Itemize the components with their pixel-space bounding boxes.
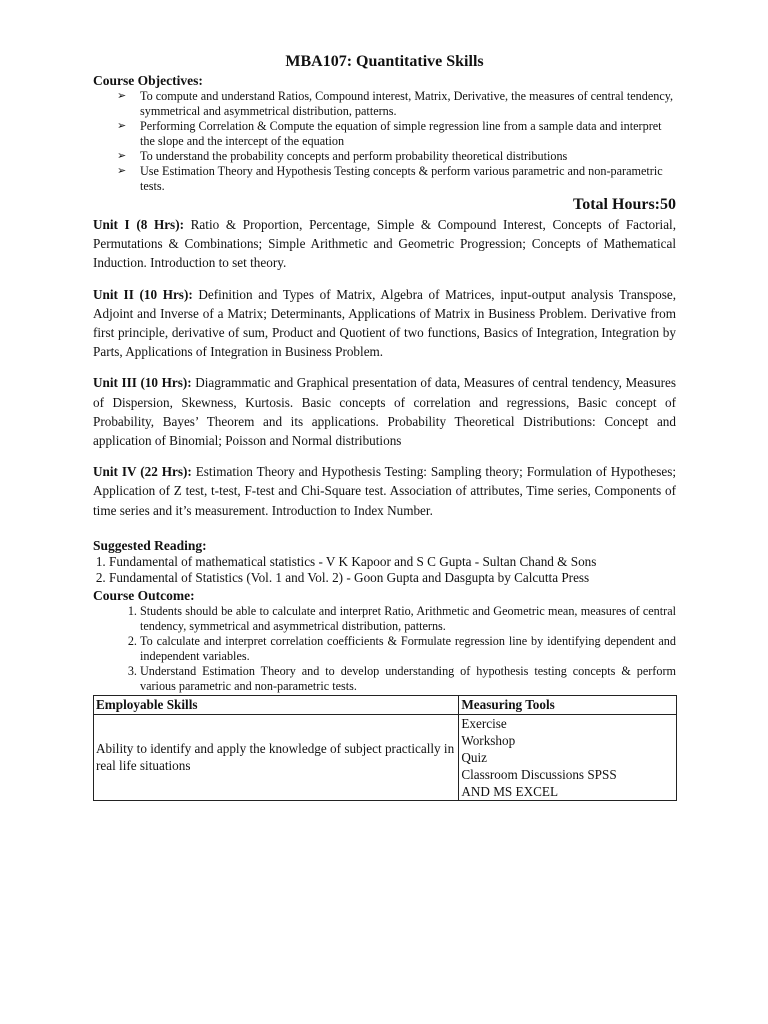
outcome-item: 1. Students should be able to calculate and interpret Ratio, Arithmetic and Geometric mean, measures of central tendency, symmetrical and asymmetrical distribution, patterns. — [140, 604, 676, 634]
unit-paragraph — [93, 462, 676, 520]
objective-text: Use Estimation Theory and Hypothesis Testing concepts & perform various parametric and non-parametric tests. — [140, 164, 663, 193]
tools-cell — [459, 714, 677, 800]
unit-title: Unit II (10 Hrs): — [93, 286, 193, 302]
course-objectives-heading: Course Objectives: — [93, 73, 203, 88]
objective-item — [117, 119, 676, 149]
skill-cell: Ability to identify and apply the knowledge of subject practically in real life situations — [94, 714, 459, 800]
suggested-reading-list — [93, 554, 676, 587]
table-row — [94, 714, 677, 800]
objective-text: Performing Correlation & Compute the equation of simple regression line from a sample data and interpret the slope and the intercept of the equation — [140, 119, 662, 148]
objective-item — [117, 89, 676, 119]
unit-paragraph — [93, 285, 676, 362]
tool-item: Classroom Discussions SPSS — [461, 766, 617, 782]
tool-item: Quiz — [461, 749, 487, 765]
outcome-item: 2. To calculate and interpret correlation coefficients & Formulate regression line by identifying dependent and independent variables. — [140, 634, 676, 664]
unit-text: Ratio & Proportion, Percentage, Simple & Compound Interest, Concepts of Factorial, Permutations & Combinations; Simple Arithmetic and Geometric Progression; Concepts of Mathematical Induction. Introduction to set theory. — [93, 217, 677, 271]
tool-item: Exercise — [461, 715, 507, 731]
objective-item — [117, 149, 676, 164]
page-title: MBA107: Quantitative Skills — [285, 53, 484, 70]
course-outcome-list — [93, 604, 676, 694]
unit-text: Diagrammatic and Graphical presentation of data, Measures of central tendency, Measures of Dispersion, Skewness, Kurtosis. Basic concepts of correlation and regressions, Basic concept of Probability, Bayes’ Theorem and its applications. Probability Theoretical Distributions: Concept and application of Binomial; Poisson and Normal distributions — [93, 375, 677, 449]
measuring-tools-header: Measuring Tools — [459, 695, 677, 714]
table-header-row — [94, 695, 677, 714]
unit-title: Unit IV (22 Hrs): — [93, 464, 192, 480]
arrow-bullet-icon: ➢ — [117, 120, 127, 132]
unit-text: Estimation Theory and Hypothesis Testing: Sampling theory; Formulation of Hypotheses; Application of Z test, t-test, F-test and Chi-Square test. Association of attributes, Time series, Components of time series and it’s measurement. Introduction to Index Number. — [93, 464, 676, 518]
skills-table — [93, 695, 677, 801]
suggested-reading-heading: Suggested Reading: — [93, 537, 207, 553]
course-objectives-list — [93, 89, 676, 194]
arrow-bullet-icon: ➢ — [117, 90, 127, 102]
unit-title: Unit III (10 Hrs): — [93, 375, 192, 391]
unit-paragraph — [93, 215, 676, 273]
employable-skills-header: Employable Skills — [94, 695, 459, 714]
reading-item: 1. Fundamental of mathematical statistics - V K Kapoor and S C Gupta - Sultan Chand & Sons — [109, 554, 676, 571]
total-hours: Total Hours:50 — [573, 196, 676, 213]
unit-paragraph — [93, 373, 676, 450]
objective-text: To compute and understand Ratios, Compound interest, Matrix, Derivative, the measures of central tendency, symmetrical and asymmetrical distribution, patterns. — [140, 89, 674, 118]
arrow-bullet-icon: ➢ — [117, 165, 127, 177]
outcome-item: 3. Understand Estimation Theory and to develop understanding of hypothesis testing concepts & perform various parametric and non-parametric tests. — [140, 664, 676, 694]
objective-item — [117, 164, 676, 194]
course-outcome-heading: Course Outcome: — [93, 587, 195, 603]
arrow-bullet-icon: ➢ — [117, 150, 127, 162]
objective-text: To understand the probability concepts and perform probability theoretical distributions — [140, 149, 568, 163]
reading-item: 2. Fundamental of Statistics (Vol. 1 and Vol. 2) - Goon Gupta and Dasgupta by Calcutta Press — [109, 570, 676, 587]
unit-title: Unit I (8 Hrs): — [93, 217, 184, 232]
tool-item: Workshop — [461, 732, 516, 748]
unit-text: Definition and Types of Matrix, Algebra of Matrices, input-output analysis Transpose, Adjoint and Inverse of a Matrix; Determinants, Applications of Matrix in Business Problem. Derivative from first principle, derivative of sum, Product and Quotient of two functions, Basics of Integration, Integration by Parts, Applications of Integration in Business Problem. — [93, 286, 676, 360]
tool-item: AND MS EXCEL — [461, 783, 559, 799]
syllabus-page — [93, 52, 676, 801]
